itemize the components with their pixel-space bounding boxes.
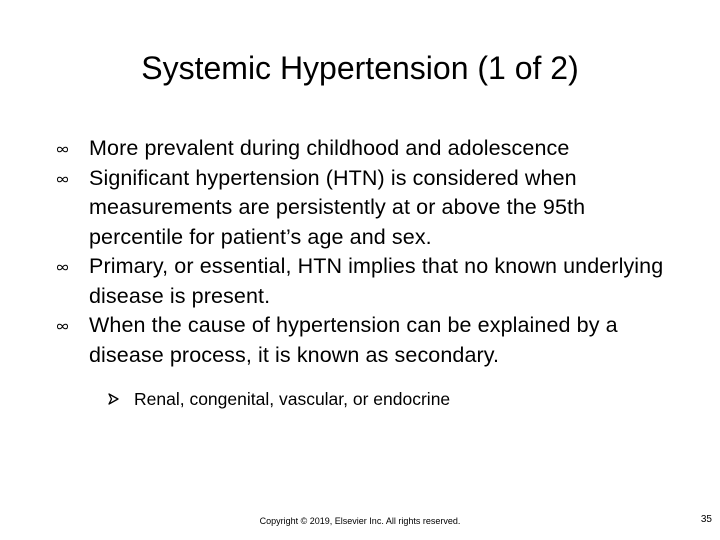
bullet-item [54,311,674,370]
bullet-item [54,252,674,311]
bullet-text: More prevalent during childhood and adolescence [89,136,570,160]
infinity-icon [56,176,69,183]
page-number: 35 [700,514,712,525]
bullet-item [54,164,674,253]
bullet-list [54,134,674,370]
bullet-text: When the cause of hypertension can be explained by a disease process, it is known as secondary. [89,313,618,367]
slide-title: Systemic Hypertension (1 of 2) [141,50,579,86]
sub-bullet-text: Renal, congenital, vascular, or endocrine [134,389,451,409]
bullet-item [54,134,674,164]
infinity-icon [56,264,69,271]
sub-bullet-item [108,385,668,413]
bullet-text: Primary, or essential, HTN implies that no known underlying disease is present. [89,254,664,308]
infinity-icon [56,323,69,330]
bullet-text: Significant hypertension (HTN) is considered when measurements are persistently at or above the 95th percentile for patient’s age and sex. [89,165,586,249]
copyright-footer: Copyright © 2019, Elsevier Inc. All rights reserved. [259,516,461,526]
sub-bullet-list [108,385,668,413]
arrowhead-icon [108,393,119,405]
infinity-icon [56,146,69,153]
